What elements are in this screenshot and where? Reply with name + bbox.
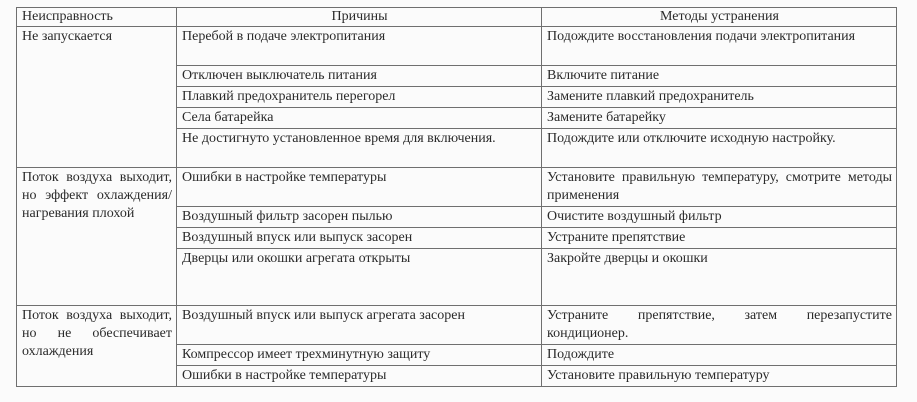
cause-cell: Ошибки в настройке температуры xyxy=(177,168,542,207)
cause-cell: Села батарейка xyxy=(177,108,542,129)
fix-cell: Закройте дверцы и окошки xyxy=(542,249,897,306)
fix-cell: Устраните препятствие xyxy=(542,228,897,249)
cause-cell: Воздушный фильтр засорен пылью xyxy=(177,207,542,228)
fix-cell: Установите правильную температуру, смотрите методы применения xyxy=(542,168,897,207)
header-causes: Причины xyxy=(177,8,542,27)
cause-cell: Дверцы или окошки агрегата открыты xyxy=(177,249,542,306)
cause-cell: Компрессор имеет трехминутную защиту xyxy=(177,345,542,366)
fault-cell: Не запускается xyxy=(17,27,177,168)
fix-cell: Устраните препятствие, затем перезапустите кондиционер. xyxy=(542,306,897,345)
table-row xyxy=(17,306,897,345)
fault-cell: Поток воздуха выходит, но эффект охлаждения/ нагревания плохой xyxy=(17,168,177,306)
troubleshooting-table-container xyxy=(16,7,897,387)
cause-cell: Перебой в подаче электропитания xyxy=(177,27,542,66)
fix-cell: Подождите xyxy=(542,345,897,366)
cause-cell: Воздушный впуск или выпуск засорен xyxy=(177,228,542,249)
cause-cell: Отключен выключатель питания xyxy=(177,66,542,87)
header-row xyxy=(17,8,897,27)
header-methods: Методы устранения xyxy=(542,8,897,27)
table-row xyxy=(17,27,897,66)
cause-cell: Не достигнуто установленное время для включения. xyxy=(177,129,542,168)
cause-cell: Ошибки в настройке температуры xyxy=(177,366,542,387)
fix-cell: Установите правильную температуру xyxy=(542,366,897,387)
fix-cell: Подождите восстановления подачи электропитания xyxy=(542,27,897,66)
cause-cell: Воздушный впуск или выпуск агрегата засорен xyxy=(177,306,542,345)
header-fault: Неисправность xyxy=(17,8,177,27)
fix-cell: Замените батарейку xyxy=(542,108,897,129)
fix-cell: Включите питание xyxy=(542,66,897,87)
fix-cell: Очистите воздушный фильтр xyxy=(542,207,897,228)
cause-cell: Плавкий предохранитель перегорел xyxy=(177,87,542,108)
fix-cell: Замените плавкий предохранитель xyxy=(542,87,897,108)
fault-cell: Поток воздуха выходит, но не обеспечивает охлаждения xyxy=(17,306,177,387)
table-row xyxy=(17,168,897,207)
fix-cell: Подождите или отключите исходную настройку. xyxy=(542,129,897,168)
troubleshooting-table xyxy=(16,7,897,387)
